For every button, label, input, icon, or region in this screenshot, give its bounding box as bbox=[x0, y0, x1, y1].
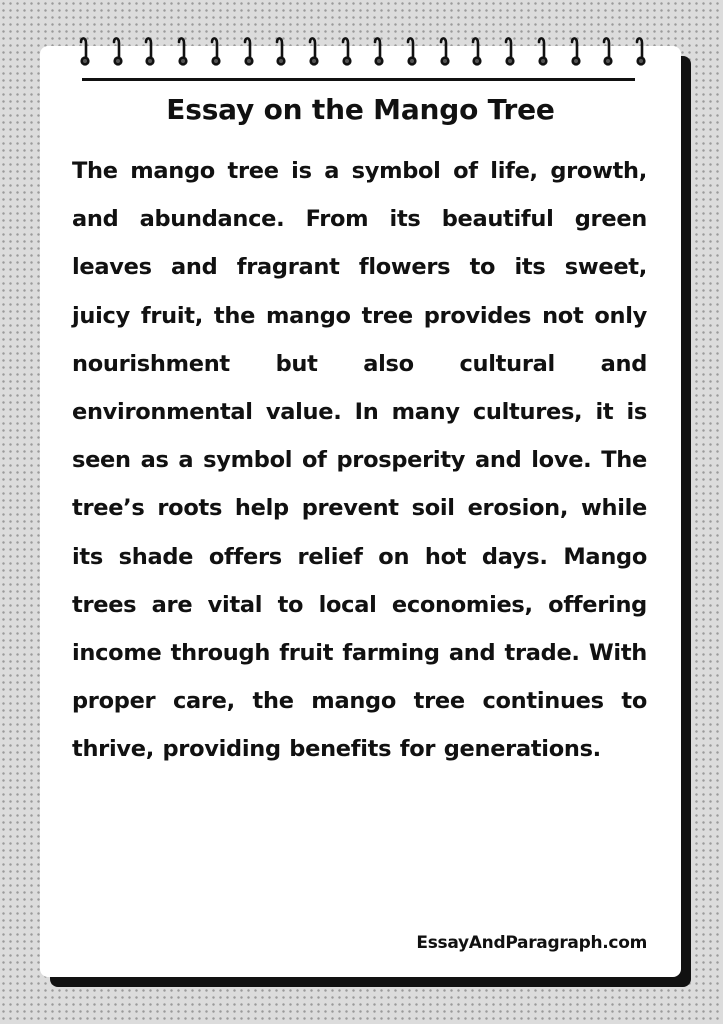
spiral-ring-icon bbox=[307, 34, 321, 70]
spiral-ring-icon bbox=[274, 34, 288, 70]
spiral-ring-icon bbox=[470, 34, 484, 70]
essay-body: The mango tree is a symbol of life, growth, and abundance. From its beautiful green leaves and fragrant flowers to its sweet, juicy fruit, the mango tree provides not only nourishment but also cultural and environmental value. In many cultures, it is seen as a symbol of prosperity and love. The tree’s roots help prevent soil erosion, while its shade offers relief on hot days. Mango trees are vital to local economies, offering income through fruit farming and trade. With proper care, the mango tree continues to thrive, providing benefits for generations. bbox=[72, 158, 647, 763]
spiral-ring-icon bbox=[111, 34, 125, 70]
spiral-ring-icon bbox=[78, 34, 92, 70]
spiral-ring-icon bbox=[372, 34, 386, 70]
spiral-binding bbox=[78, 34, 648, 70]
top-rule-divider bbox=[82, 78, 635, 81]
spiral-ring-icon bbox=[536, 34, 550, 70]
spiral-ring-icon bbox=[405, 34, 419, 70]
spiral-ring-icon bbox=[143, 34, 157, 70]
spiral-ring-icon bbox=[340, 34, 354, 70]
site-watermark: EssayAndParagraph.com bbox=[416, 933, 647, 953]
spiral-ring-icon bbox=[438, 34, 452, 70]
spiral-ring-icon bbox=[569, 34, 583, 70]
essay-title: Essay on the Mango Tree bbox=[166, 93, 555, 126]
spiral-ring-icon bbox=[503, 34, 517, 70]
spiral-ring-icon bbox=[242, 34, 256, 70]
spiral-ring-icon bbox=[176, 34, 190, 70]
spiral-ring-icon bbox=[601, 34, 615, 70]
notebook-page bbox=[40, 46, 681, 977]
spiral-ring-icon bbox=[634, 34, 648, 70]
spiral-ring-icon bbox=[209, 34, 223, 70]
